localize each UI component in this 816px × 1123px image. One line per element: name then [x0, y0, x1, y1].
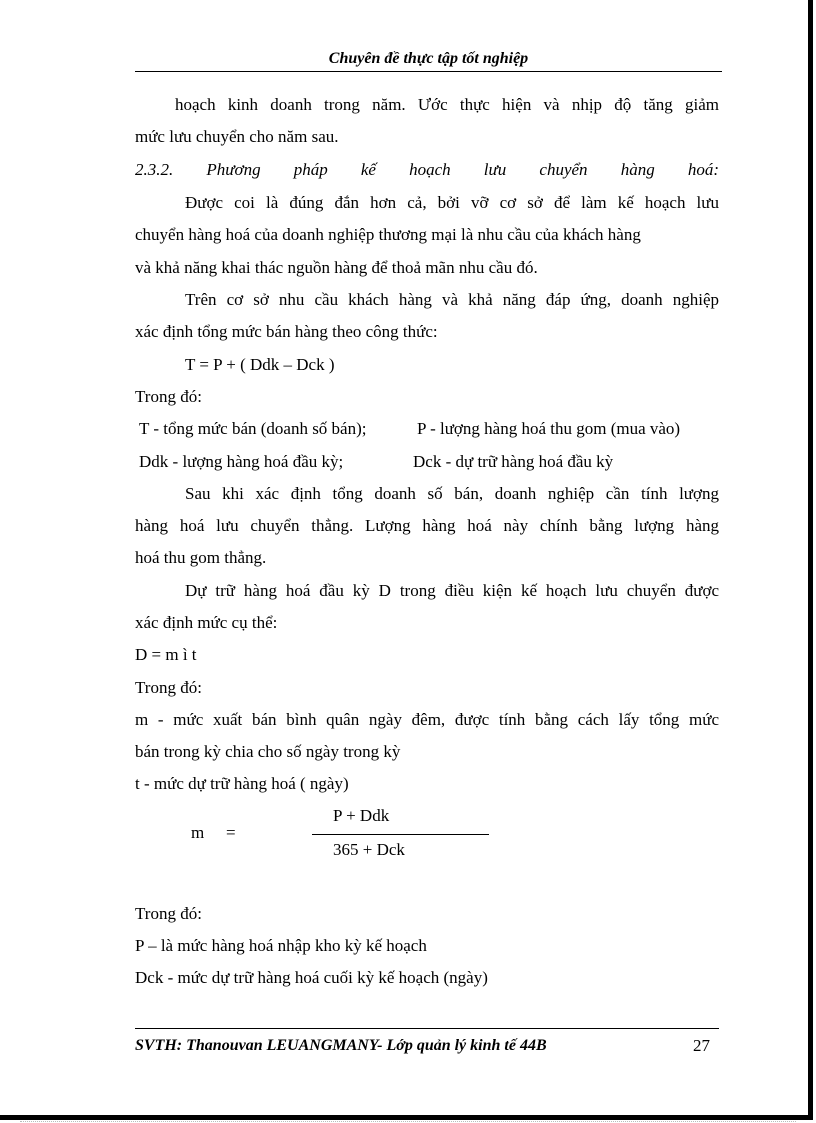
paragraph-line: Sau khi xác định tổng doanh số bán, doanh nghiệp cần tính lượng [185, 484, 719, 503]
paragraph-line: mức lưu chuyển cho năm sau. [135, 127, 339, 146]
page-edge-divider [20, 1121, 796, 1122]
paragraph-line: hoá thu gom thẳng. [135, 548, 267, 567]
footer-rule [135, 1028, 719, 1029]
paragraph-line: bán trong kỳ chia cho số ngày trong kỳ [135, 742, 401, 761]
formula-numerator: P + Ddk [333, 806, 390, 825]
definition-t-days: t - mức dự trữ hàng hoá ( ngày) [135, 774, 349, 793]
formula-denominator: 365 + Dck [333, 840, 405, 859]
definition-ddk: Ddk - lượng hàng hoá đầu kỳ; [139, 452, 344, 471]
definition-m: m - mức xuất bán bình quân ngày đêm, được tính bằng cách lấy tổng mức [135, 710, 719, 729]
definition-p-import: P – là mức hàng hoá nhập kho kỳ kế hoạch [135, 936, 427, 955]
formula-total-sales: T = P + ( Ddk – Dck ) [185, 355, 335, 374]
definition-t: T - tổng mức bán (doanh số bán); [139, 419, 367, 438]
definition-dck: Dck - dự trữ hàng hoá đầu kỳ [413, 452, 614, 471]
paragraph-line: hoạch kinh doanh trong năm. Ước thực hiện và nhịp độ tăng giảm [175, 95, 719, 114]
paragraph-line: và khả năng khai thác nguồn hàng để thoả mãn nhu cầu đó. [135, 258, 538, 277]
paragraph-line: xác định tổng mức bán hàng theo công thức: [135, 322, 438, 341]
paragraph-line: hàng hoá lưu chuyển thẳng. Lượng hàng hoá này chính bằng lượng hàng [135, 516, 719, 535]
paragraph-line: Được coi là đúng đắn hơn cả, bởi vỡ cơ sở để làm kế hoạch lưu [185, 193, 719, 212]
definition-dck-end: Dck - mức dự trữ hàng hoá cuối kỳ kế hoạch (ngày) [135, 968, 488, 987]
section-heading: 2.3.2. Phương pháp kế hoạch lưu chuyển hàng hoá: [135, 160, 719, 179]
where-label: Trong đó: [135, 678, 202, 697]
paragraph-line: Trên cơ sở nhu cầu khách hàng và khả năng đáp ứng, doanh nghiệp [185, 290, 719, 309]
formula-inventory: D = m ì t [135, 645, 197, 664]
definition-p: P - lượng hàng hoá thu gom (mua vào) [417, 419, 681, 438]
header-rule [135, 71, 722, 72]
formula-equals: = [226, 823, 236, 842]
formula-lhs: m [191, 823, 205, 842]
paragraph-line: xác định mức cụ thể: [135, 613, 278, 632]
fraction-bar [312, 834, 489, 835]
page-header: Chuyên đề thực tập tốt nghiệp [328, 50, 529, 67]
paragraph-line: chuyển hàng hoá của doanh nghiệp thương mại là nhu cầu của khách hàng [135, 225, 641, 244]
paragraph-line: Dự trữ hàng hoá đầu kỳ D trong điều kiện kế hoạch lưu chuyển được [185, 581, 719, 600]
where-label: Trong đó: [135, 904, 202, 923]
where-label: Trong đó: [135, 387, 202, 406]
page-footer: SVTH: Thanouvan LEUANGMANY- Lớp quản lý kinh tế 44B [135, 1037, 547, 1054]
page-number: 27 [693, 1036, 710, 1055]
